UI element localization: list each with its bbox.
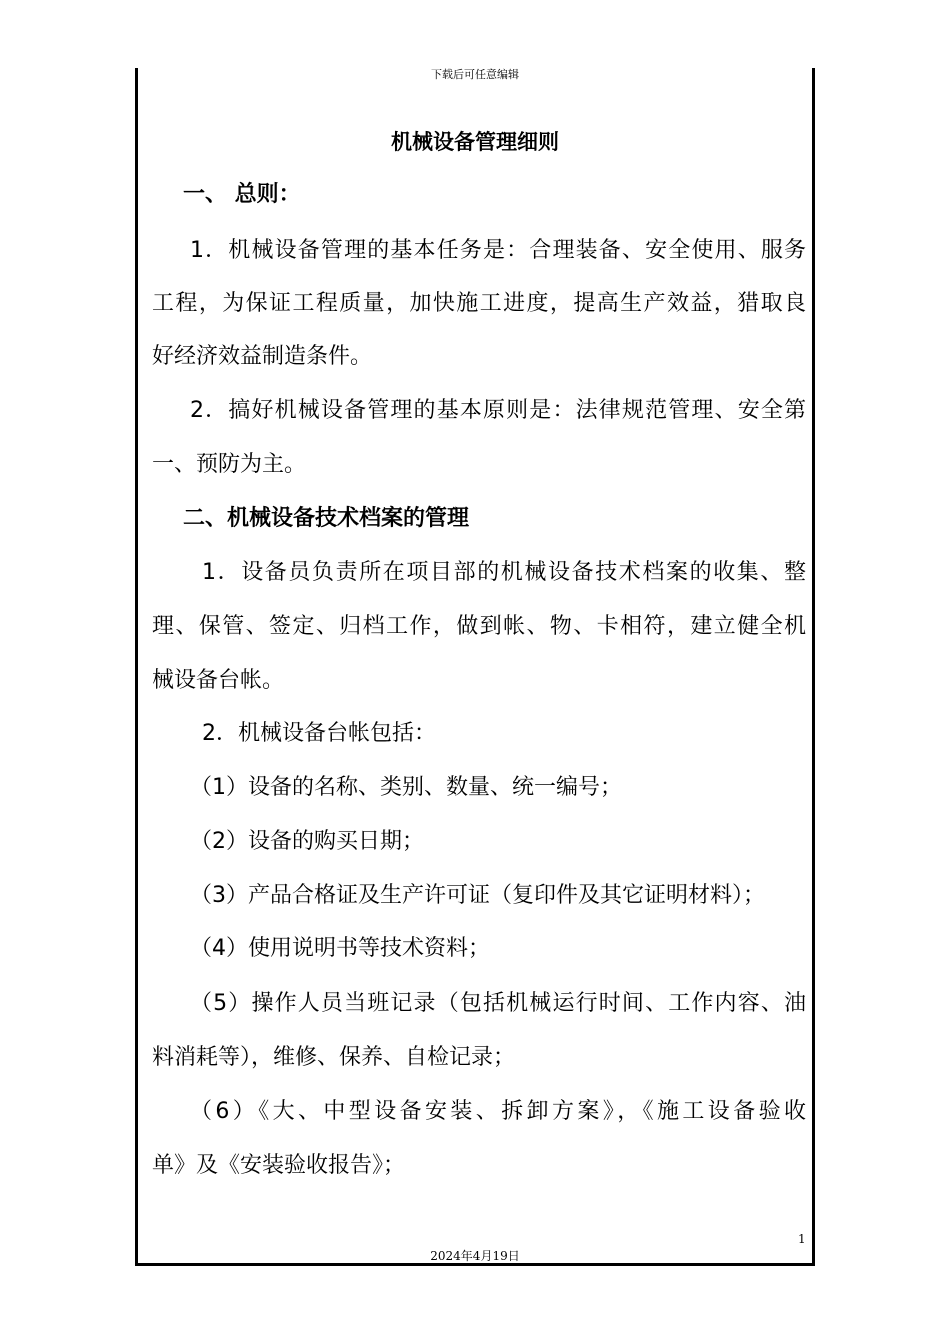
paragraph-line: 2．搞好机械设备管理的基本原则是：法律规范管理、安全第	[190, 398, 806, 423]
paragraph-line: 工程，为保证工程质量，加快施工进度，提高生产效益，猎取良	[152, 291, 806, 316]
list-item: （4）使用说明书等技术资料；	[190, 936, 490, 961]
paragraph-line: 1．设备员负责所在项目部的机械设备技术档案的收集、整	[202, 560, 806, 585]
paragraph-line: 理、保管、签定、归档工作，做到帐、物、卡相符，建立健全机	[152, 614, 806, 639]
document-title: 机械设备管理细则	[391, 130, 559, 154]
list-item: （3）产品合格证及生产许可证（复印件及其它证明材料）；	[190, 883, 765, 908]
section-heading-archives: 二、机械设备技术档案的管理	[183, 506, 470, 531]
list-item: （6）《大、中型设备安装、拆卸方案》，《施工设备验收	[190, 1099, 806, 1124]
list-item: （2）设备的购买日期；	[190, 829, 424, 854]
paragraph-line: 械设备台帐。	[152, 668, 285, 693]
paragraph-line: 好经济效益制造条件。	[152, 344, 373, 369]
page-border-left	[135, 68, 138, 1266]
paragraph-line: 一、预防为主。	[152, 452, 307, 477]
footer-date: 2024年4月19日	[430, 1249, 520, 1263]
header-note: 下载后可任意编辑	[431, 68, 519, 81]
page-border-right	[812, 68, 815, 1266]
list-item-continuation: 料消耗等），维修、保养、自检记录；	[152, 1045, 516, 1070]
list-item: （5）操作人员当班记录（包括机械运行时间、工作内容、油	[190, 991, 806, 1016]
list-item-continuation: 单》及《安装验收报告》；	[152, 1153, 406, 1178]
list-item: （1）设备的名称、类别、数量、统一编号；	[190, 775, 622, 800]
page-number: 1	[798, 1232, 806, 1246]
section-heading-general: 一、 总则：	[183, 182, 301, 207]
paragraph-line: 1．机械设备管理的基本任务是：合理装备、安全使用、服务	[190, 238, 806, 263]
paragraph-line: 2．机械设备台帐包括：	[202, 721, 436, 746]
